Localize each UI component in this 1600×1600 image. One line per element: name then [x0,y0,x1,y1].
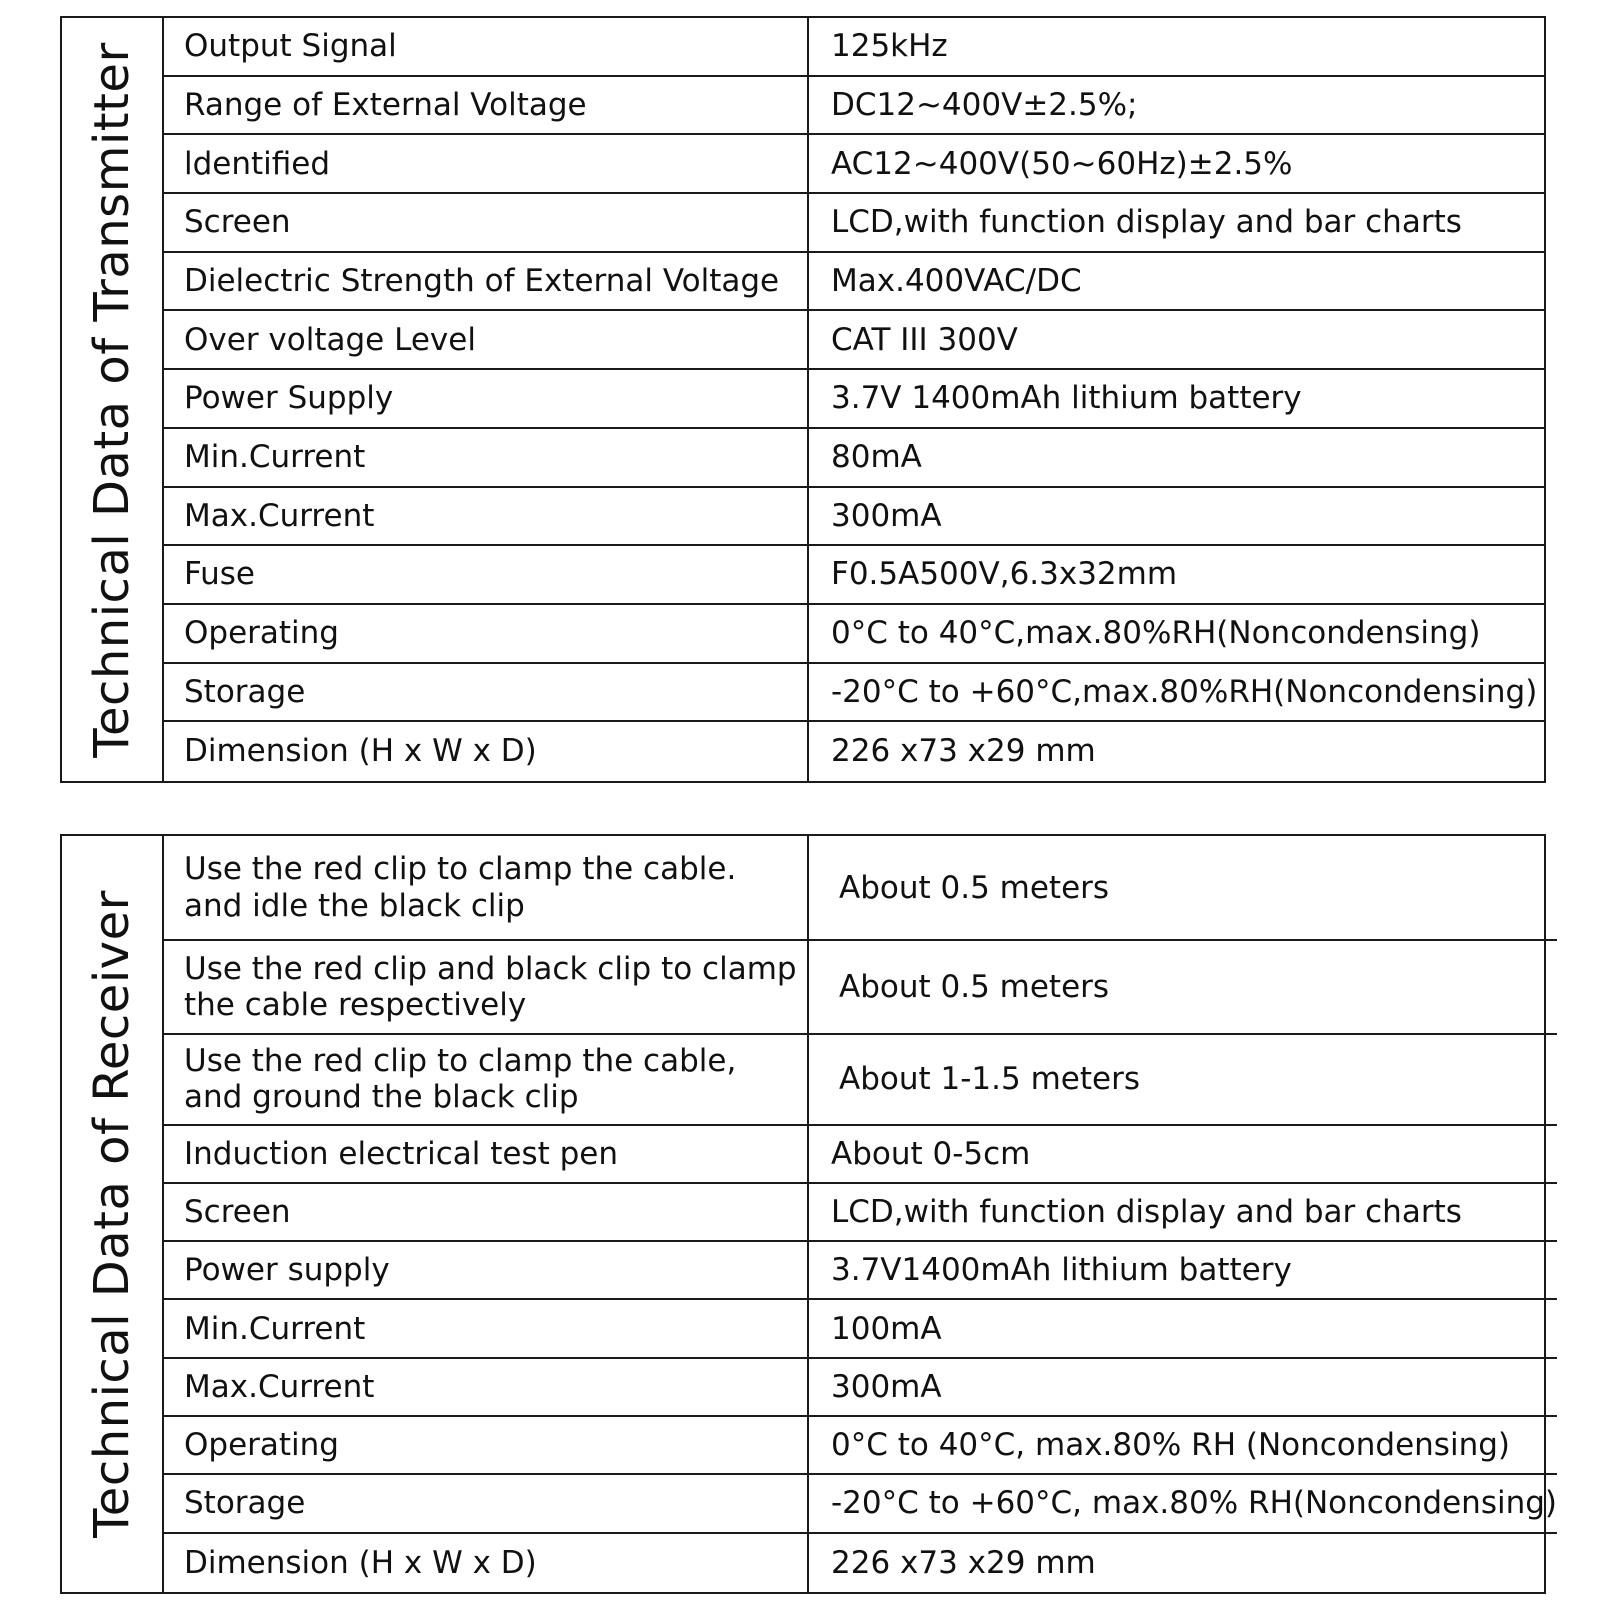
receiver-table-title: Technical Data of Receiver [84,890,140,1538]
table-row [164,1126,1557,1184]
spec-label: Dielectric Strength of External Voltage [164,253,809,310]
table-row [164,370,1544,429]
spec-value: 226 x73 x29 mm [831,733,1096,770]
spec-value: 0°C to 40°C, max.80% RH (Noncondensing) [831,1427,1510,1464]
table-row [164,1184,1557,1242]
spec-label: Range of External Voltage [164,77,809,134]
spec-value: 300mA [831,497,942,534]
spec-value: LCD,with function display and bar charts [831,204,1462,241]
spec-value: -20°C to +60°C, max.80% RH(Noncondensing) [831,1485,1558,1522]
spec-label: Power Supply [164,370,809,427]
spec-value: CAT III 300V [831,321,1018,358]
spec-value: Max.400VAC/DC [831,262,1082,299]
spec-label: Screen [164,1184,809,1240]
table-row [164,941,1557,1035]
receiver-spec-table [60,834,1558,1594]
table-row [164,1417,1557,1475]
spec-value: F0.5A500V,6.3x32mm [831,556,1178,593]
table-row [164,18,1544,77]
table-row [164,488,1544,547]
spec-value: 3.7V1400mAh lithium battery [831,1252,1292,1289]
spec-value: AC12~400V(50~60Hz)±2.5% [831,145,1293,182]
spec-value: About 0-5cm [831,1135,1031,1172]
table-row [164,135,1544,194]
transmitter-spec-table [60,16,1546,783]
spec-label: Min.Current [164,429,809,486]
spec-label: Storage [164,1475,809,1531]
spec-label: Use the red clip to clamp the cable, and ground the black clip [164,1035,809,1124]
spec-value: 80mA [831,439,922,476]
table-row [164,1534,1557,1592]
spec-label: Max.Current [164,1359,809,1415]
spec-label: Fuse [164,546,809,603]
spec-label: Output Signal [164,18,809,75]
spec-label: Operating [164,1417,809,1473]
table-row [164,253,1544,312]
table-row [164,1300,1557,1358]
table-row [164,194,1544,253]
table-row [164,311,1544,370]
spec-value: 300mA [831,1368,942,1405]
table-row [164,664,1544,723]
table-row [164,429,1544,488]
spec-label: Min.Current [164,1300,809,1356]
spec-value: About 0.5 meters [839,969,1110,1006]
spec-label: Operating [164,605,809,662]
table-row [164,546,1544,605]
spec-value: DC12~400V±2.5%; [831,86,1138,123]
table-row [164,1359,1557,1417]
table-row [164,77,1544,136]
table-row [164,836,1557,941]
spec-label: Storage [164,664,809,721]
table-row [164,1475,1557,1533]
receiver-rows [164,836,1557,1592]
spec-value: -20°C to +60°C,max.80%RH(Noncondensing) [831,673,1538,710]
receiver-side-header [62,836,164,1592]
spec-label: Induction electrical test pen [164,1126,809,1182]
table-row [164,1242,1557,1300]
transmitter-rows [164,18,1544,781]
table-row [164,605,1544,664]
spec-label: Over voltage Level [164,311,809,368]
spec-label: ldentified [164,135,809,192]
spec-value: About 0.5 meters [839,869,1110,906]
table-row [164,1035,1557,1126]
spec-value: LCD,with function display and bar charts [831,1193,1462,1230]
spec-value: 0°C to 40°C,max.80%RH(Noncondensing) [831,615,1481,652]
transmitter-side-header [62,18,164,781]
spec-value: 226 x73 x29 mm [831,1544,1096,1581]
spec-value: 3.7V 1400mAh lithium battery [831,380,1302,417]
spec-label: Dimension (H x W x D) [164,722,809,781]
spec-label: Screen [164,194,809,251]
spec-label: Use the red clip and black clip to clamp the cable respectively [164,941,809,1033]
spec-label: Use the red clip to clamp the cable. and idle the black clip [164,836,809,939]
table-row [164,722,1544,781]
spec-label: Dimension (H x W x D) [164,1534,809,1592]
spec-value: About 1-1.5 meters [839,1061,1140,1098]
transmitter-table-title: Technical Data of Transmitter [84,41,140,758]
spec-value: 125kHz [831,28,948,65]
spec-label: Power supply [164,1242,809,1298]
spec-label: Max.Current [164,488,809,545]
spec-value: 100mA [831,1310,942,1347]
